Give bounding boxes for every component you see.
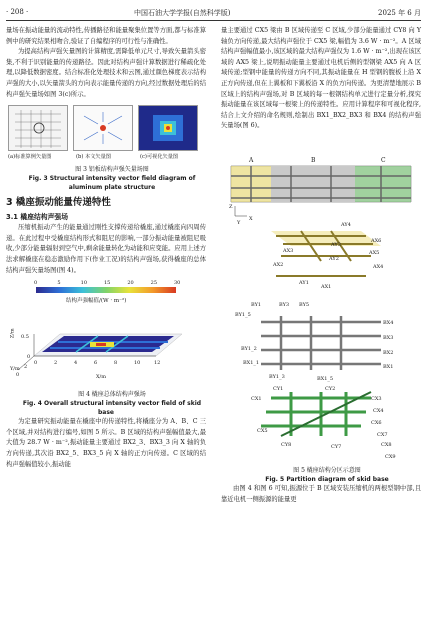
figure-3 <box>6 103 206 165</box>
x-tick: 8 <box>114 360 118 367</box>
x-tick: 4 <box>74 360 78 367</box>
beam-label: BX3 <box>383 334 394 341</box>
beam-label: CX6 <box>371 419 382 426</box>
axis-label: Z <box>229 203 233 210</box>
figure-caption-en: Fig. 4 Overall structural intensity vector field of skid base <box>22 400 202 417</box>
beam-label: BY3 <box>279 301 290 308</box>
zone-label: C <box>381 156 386 164</box>
x-tick: 6 <box>94 360 98 367</box>
proposed-vector-plot <box>73 105 133 151</box>
x-tick: 0 <box>34 360 38 367</box>
colorbar-tick: 30 <box>174 280 181 287</box>
beam-label: CX8 <box>381 441 392 448</box>
beam-label: CX1 <box>251 395 262 402</box>
beam-label: AY1 <box>299 279 309 286</box>
beam-label: BX1_1 <box>243 359 260 366</box>
colorbar-tick: 0 <box>34 280 38 287</box>
beam-label: BY1 <box>251 301 262 308</box>
subfigure-label: (b) 本文矢量图 <box>76 154 111 161</box>
z-tick: 0.5 <box>21 334 29 341</box>
beam-label: AY4 <box>341 221 351 228</box>
subfigure-label: (c)可视化矢量图 <box>140 154 179 161</box>
paragraph: 压缩机振动产生的能量通过刚性支撑传递给橇座,通过橇座向四周传递。在此过程中受橇座结构形式和阻尼的影响,一部分振动能量被阻尼吸收,少部分能量辐射到空气中,剩余能量转化为动能和应变能。应用上述方法求解橇座在稳态激励作用下(作业工况)的结构声强场,获得橇座的总体结构声强矢量场图(图 4)。 <box>6 224 206 274</box>
x-tick: 12 <box>154 360 161 367</box>
x-tick: 2 <box>54 360 58 367</box>
beam-label: CY2 <box>325 385 336 392</box>
beam-label: CY8 <box>281 441 292 448</box>
paragraph: 量场在振动能量的流动特性,传播路径和能量聚集位置等方面,都与标准算例中的研究结果相吻合,验证了自编程序的可行性与准确性。 <box>6 27 206 45</box>
right-column <box>221 26 421 505</box>
paragraph: 为提高结构声强矢量图的计算精度,需降低单元尺寸,导致矢量箭头密集,不利于识别能量的传递路径。因此对结构声强计算数据进行稀疏化处理,以降低数据密度。结合标准化处理技术和云图,通过颜色梯度表示结构声强的大小,以矢量箭头的方向表示能量传递的方向,经过数据处理后的结构声强矢量场如图 3(c)所示。 <box>6 48 206 98</box>
beam-label: CX7 <box>377 431 388 438</box>
paragraph: 由图 4 和图 6 可知,振源位于 B 区域安装压缩机的两根型钢中部,且靠近电机一侧振源的能量更 <box>221 484 421 503</box>
left-column <box>6 26 206 470</box>
vector-field-image <box>74 106 132 150</box>
figure-5 <box>221 136 421 466</box>
beam-label: AY2 <box>329 255 339 262</box>
beam-label: CX5 <box>257 427 268 434</box>
colorbar-tick: 20 <box>127 280 134 287</box>
journal-title: 中国石油大学学报(自然科学版) <box>134 9 231 17</box>
figure-caption: 图 5 橇座结构分区示意图 <box>293 466 361 474</box>
zone-label: A <box>249 156 254 164</box>
z-axis-label: Z/m <box>9 328 16 339</box>
x-tick: 10 <box>134 360 141 367</box>
beam-label: CX4 <box>373 407 384 414</box>
x-ticks <box>34 358 159 366</box>
colorbar-tick: 15 <box>104 280 111 287</box>
paragraph: 量主要通过 CX5 梁由 B 区域传递至 C 区域,少部分能量通过 CY8 向 Y 轴负方向传递,最大结构声强位于 CX5 梁,幅值为 3.6 W · m⁻²。A 区域结构声强幅值最小,该区域的最大结构声强仅为 1.6 W · m⁻²,出现在该区域的 AX5 梁上,说明振动能量主要通过电机后侧的型钢梁 AX5 向 A 区域传递;型钢中能量的传递方向不同,其振动能量在 H 型钢的腹板上沿 X 正方向传递,但在上翼板和下翼板沿 X 的负方向传递。为更清楚地展示 B 区域上的结构声强场,对 B 区域的每一根钢结构单元进行定量分析,探究振动能量在该区域每一根梁上的传递特性。应用计算程序和可视化程序,结合上文介绍的命名规则,绘制出 BX1_BX2_BX3 和 BX4 的结构声强矢量场(图 6)。 <box>221 27 421 130</box>
beam-label: BX4 <box>383 319 394 326</box>
beam-label: BY1_5 <box>235 311 251 318</box>
y-tick: 0 <box>16 372 20 379</box>
standard-vector-plot <box>8 105 68 151</box>
beam-label: BX2 <box>383 349 394 356</box>
issue-date: 2025 年 6 月 <box>378 9 421 17</box>
axis-label: X <box>249 215 253 222</box>
colorbar-tick: 5 <box>57 280 61 287</box>
zone-c-detail <box>261 392 371 436</box>
beam-label: BY5 <box>299 301 310 308</box>
y-tick: 2 <box>24 364 28 371</box>
figure-caption-en: Fig. 3 Structural intensity vector field diagram of <box>28 175 196 183</box>
figure-caption: 图 4 橇座总体结构声强场 <box>78 391 146 399</box>
beam-label: BY1_2 <box>241 345 257 352</box>
section-heading: 3 橇座振动能量传递特性 <box>6 197 111 209</box>
z-tick: 0 <box>27 354 31 361</box>
colorbar-label: 结构声强幅值/(W · m⁻²) <box>66 298 127 305</box>
skid-intensity-plot <box>6 304 206 390</box>
zone-label: B <box>311 156 316 164</box>
beam-label: CY7 <box>331 443 342 450</box>
running-header <box>6 6 421 21</box>
x-axis-label: X/m <box>96 374 106 381</box>
beam-label: AX4 <box>373 263 384 270</box>
paragraph: 为定量研究振动能量在橇座中的传递特性,将橇座分为 A、B、C 三个区域,并对结构进行编号,如图 5 所示。B 区域的结构声强幅值最大,最大值为 28.7 W · m⁻²,振动能量主要通过 BX2_3、BX3_3 向 X 轴的负方向传递,其次沿 BX2_5、BX3_5 向 X 轴的正方向传递。C 区域的结构声强幅值较小,振动能 <box>6 418 206 468</box>
beam-label: AX6 <box>371 237 382 244</box>
axis-label: Y <box>237 219 241 226</box>
figure-caption: 图 3 铝板结构声强矢量场图 <box>75 166 149 174</box>
figure-caption-en: Fig. 5 Partition diagram of skid base <box>265 475 389 483</box>
visualized-vector-plot <box>138 105 198 151</box>
colorbar-tick: 25 <box>150 280 158 287</box>
skid-overview <box>231 166 411 216</box>
beam-label: CY1 <box>273 385 284 392</box>
beam-label: AX3 <box>283 247 294 254</box>
beam-label: CX3 <box>371 395 382 402</box>
zone-b-detail <box>261 316 381 370</box>
subsection-heading: 3.1 橇座结构声强场 <box>6 213 68 222</box>
y-axis-label: Y/m <box>10 366 20 373</box>
beam-label: AX1 <box>321 283 332 290</box>
beam-label: AY3 <box>331 241 341 248</box>
vector-field-image <box>139 106 197 150</box>
beam-label: BY1_3 <box>269 373 285 380</box>
beam-label: BX1_5 <box>317 375 334 382</box>
vector-field-image <box>9 106 67 150</box>
beam-label: AX5 <box>369 249 380 256</box>
subfigure-label: (a)标准算例矢量图 <box>8 154 52 161</box>
page-number: · 208 · <box>6 8 29 16</box>
colorbar <box>36 287 176 293</box>
beam-label: AX2 <box>273 261 284 268</box>
beam-label: CX9 <box>385 453 396 460</box>
colorbar-ticks <box>34 278 181 287</box>
colorbar-tick: 10 <box>80 280 88 287</box>
figure-4 <box>6 278 206 390</box>
figure-caption-en: aluminum plate structure <box>68 184 156 192</box>
beam-label: BX1 <box>383 363 394 370</box>
